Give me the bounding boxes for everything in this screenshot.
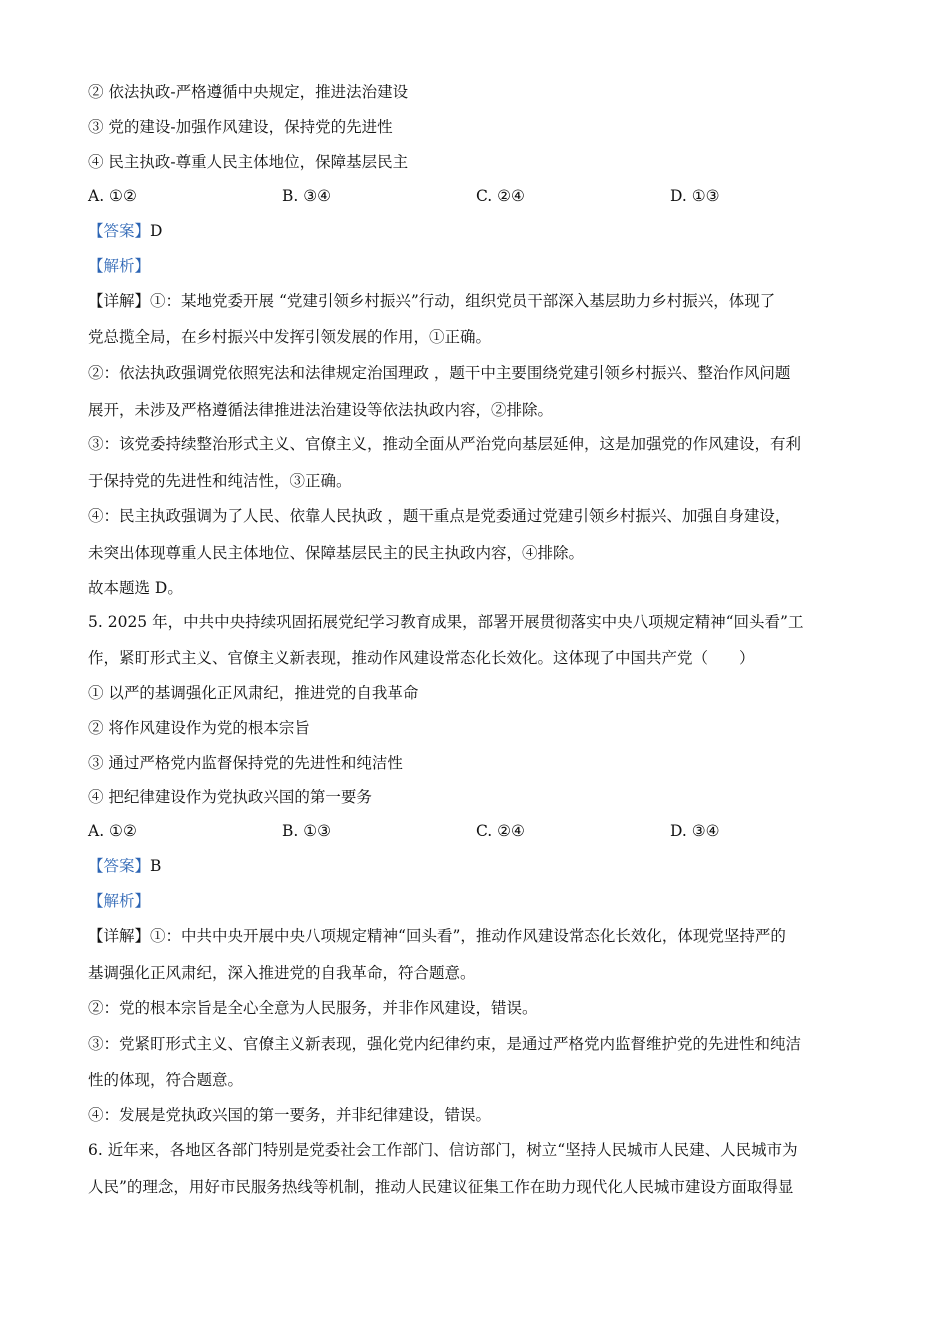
q4-detail-line: 党总揽全局，在乡村振兴中发挥引领发展的作用，①正确。 bbox=[88, 328, 492, 346]
q5-detail-line: ③：党紧盯形式主义、官僚主义新表现，强化党内纪律约束，是通过严格党内监督维护党的先进性和纯洁 bbox=[88, 1035, 802, 1053]
q4-option-c: C. ②④ bbox=[476, 187, 525, 205]
q5-option-d: D. ③④ bbox=[670, 822, 720, 840]
detail-tag: 【详解】 bbox=[88, 927, 151, 945]
q5-stem-line: 作，紧盯形式主义、官僚主义新表现，推动作风建设常态化长效化。这体现了中国共产党（ ） bbox=[88, 649, 755, 667]
q5-item-3: ③ 通过严格党内监督保持党的先进性和纯洁性 bbox=[88, 754, 403, 772]
answer-value: D bbox=[150, 222, 163, 240]
q5-option-c: C. ②④ bbox=[476, 822, 525, 840]
detail-text: ①：中共中央开展中央八项规定精神“回头看”，推动作风建设常态化长效化，体现党坚持严的 bbox=[150, 927, 786, 945]
q5-stem-line: 5. 2025 年，中共中央持续巩固拓展党纪学习教育成果，部署开展贯彻落实中央八项规定精神“回头看”工 bbox=[88, 613, 804, 631]
q4-item-2: ② 依法执政-严格遵循中央规定，推进法治建设 bbox=[88, 83, 409, 101]
detail-text: ①：某地党委开展 “党建引领乡村振兴”行动，组织党员干部深入基层助力乡村振兴，体现了 bbox=[150, 292, 776, 310]
q5-detail-line: 基调强化正风肃纪，深入推进党的自我革命，符合题意。 bbox=[88, 964, 476, 982]
q4-detail-line: ②：依法执政强调党依照宪法和法律规定治国理政 ，题干中主要围绕党建引领乡村振兴、整治作风问题 bbox=[88, 364, 791, 382]
q4-conclusion: 故本题选 D。 bbox=[88, 579, 183, 597]
q4-answer bbox=[88, 221, 162, 241]
q4-detail-line: 未突出体现尊重人民主体地位、保障基层民主的民主执政内容，④排除。 bbox=[88, 544, 585, 562]
answer-tag: 【答案】 bbox=[88, 857, 151, 875]
q6-stem-line: 6. 近年来，各地区各部门特别是党委社会工作部门、信访部门，树立“坚持人民城市人民建、人民城市为 bbox=[88, 1141, 798, 1159]
q5-item-2: ② 将作风建设作为党的根本宗旨 bbox=[88, 719, 310, 737]
q4-detail-line: ③：该党委持续整治形式主义、官僚主义，推动全面从严治党向基层延伸，这是加强党的作风建设，有利 bbox=[88, 435, 802, 453]
q5-detail-line: 性的体现，符合题意。 bbox=[88, 1071, 244, 1089]
q4-item-4: ④ 民主执政-尊重人民主体地位，保障基层民主 bbox=[88, 153, 409, 171]
answer-tag: 【答案】 bbox=[88, 222, 151, 240]
q4-item-3: ③ 党的建设-加强作风建设，保持党的先进性 bbox=[88, 118, 393, 136]
q4-detail-line: 于保持党的先进性和纯洁性，③正确。 bbox=[88, 472, 352, 490]
q5-item-4: ④ 把纪律建设作为党执政兴国的第一要务 bbox=[88, 788, 372, 806]
q5-item-1: ① 以严的基调强化正风肃纪，推进党的自我革命 bbox=[88, 684, 419, 702]
q4-option-b: B. ③④ bbox=[282, 187, 332, 205]
q5-detail-line: ②：党的根本宗旨是全心全意为人民服务，并非作风建设，错误。 bbox=[88, 999, 538, 1017]
q5-detail-line bbox=[88, 926, 786, 946]
answer-value: B bbox=[150, 857, 162, 875]
q4-analysis-tag: 【解析】 bbox=[88, 257, 151, 275]
q5-answer bbox=[88, 856, 161, 876]
q5-option-a: A. ①② bbox=[88, 822, 137, 840]
q5-analysis-tag: 【解析】 bbox=[88, 892, 151, 910]
q5-option-b: B. ①③ bbox=[282, 822, 332, 840]
q4-detail-line bbox=[88, 291, 775, 311]
q4-option-a: A. ①② bbox=[88, 187, 137, 205]
q4-detail-line: ④：民主执政强调为了人民、依靠人民执政 ，题干重点是党委通过党建引领乡村振兴、加强自身建设， bbox=[88, 507, 791, 525]
q5-detail-line: ④：发展是党执政兴国的第一要务，并非纪律建设，错误。 bbox=[88, 1106, 492, 1124]
detail-tag: 【详解】 bbox=[88, 292, 151, 310]
q6-stem-line: 人民”的理念，用好市民服务热线等机制，推动人民建议征集工作在助力现代化人民城市建设方面取得显 bbox=[88, 1178, 794, 1196]
q4-detail-line: 展开，未涉及严格遵循法律推进法治建设等依法执政内容，②排除。 bbox=[88, 401, 554, 419]
q4-option-d: D. ①③ bbox=[670, 187, 720, 205]
